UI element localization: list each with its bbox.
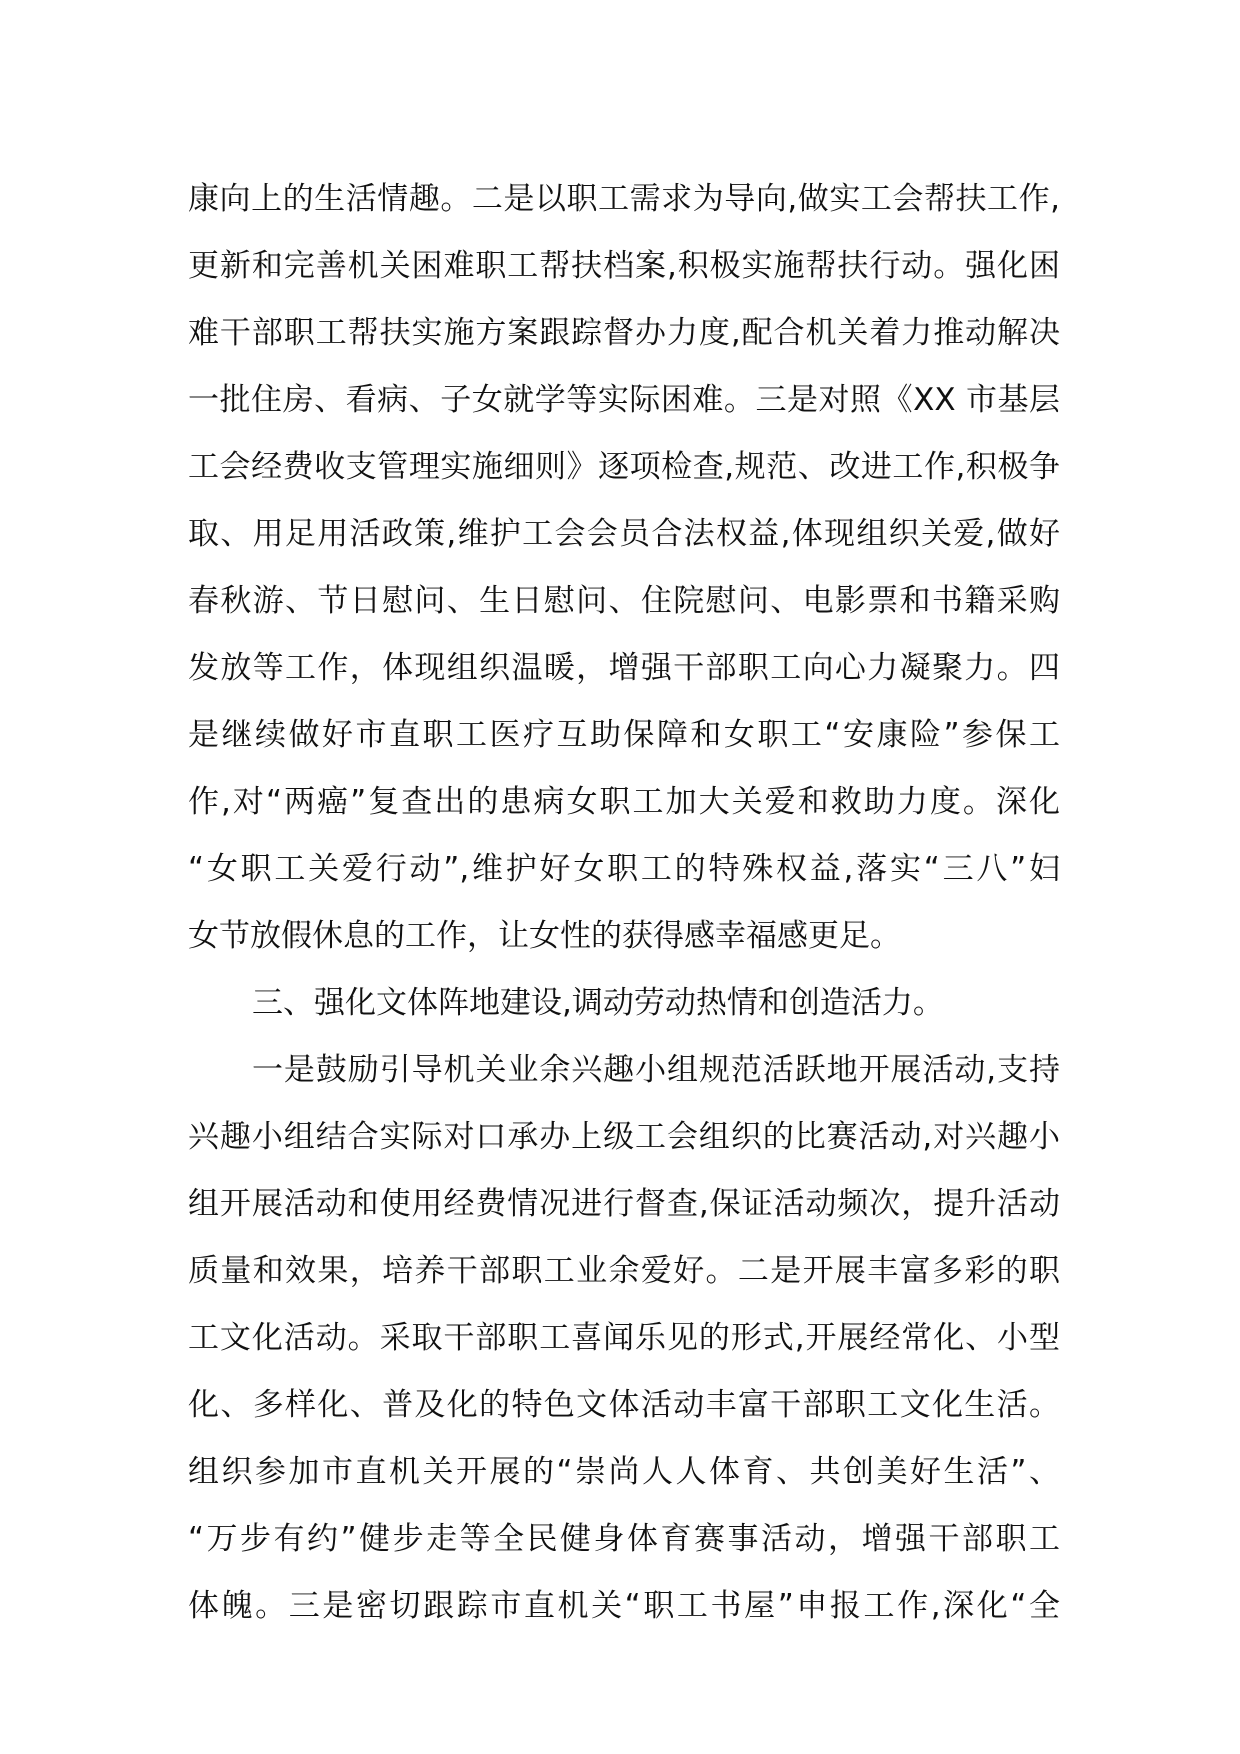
text-line: 工会经费收支管理实施细则》逐项检查,规范、改进工作,积极争 [188, 449, 1060, 485]
text-line: 春秋游、节日慰问、生日慰问、住院慰问、电影票和书籍采购 [188, 583, 1060, 619]
text-line: 组织参加市直机关开展的“崇尚人人体育、共创美好生活”、 [188, 1454, 1060, 1490]
text-line: 体魄。三是密切跟踪市直机关“职工书屋”申报工作,深化“全 [188, 1588, 1060, 1624]
text-line: 康向上的生活情趣。二是以职工需求为导向,做实工会帮扶工作, [188, 181, 1060, 217]
text-line: 化、多样化、普及化的特色文体活动丰富干部职工文化生活。 [188, 1387, 1060, 1423]
text-line: 取、用足用活政策,维护工会会员合法权益,体现组织关爱,做好 [188, 516, 1060, 552]
document-body [188, 166, 1060, 1640]
text-line: 一是鼓励引导机关业余兴趣小组规范活跃地开展活动,支持 [252, 1052, 1060, 1088]
text-line: 工文化活动。采取干部职工喜闻乐见的形式,开展经常化、小型 [188, 1320, 1060, 1356]
text-line: 作,对“两癌”复查出的患病女职工加大关爱和救助力度。深化 [188, 784, 1060, 820]
text-line: 难干部职工帮扶实施方案跟踪督办力度,配合机关着力推动解决 [188, 315, 1060, 351]
text-line: 发放等工作，体现组织温暖，增强干部职工向心力凝聚力。四 [188, 650, 1060, 686]
text-line: “万步有约”健步走等全民健身体育赛事活动，增强干部职工 [188, 1521, 1060, 1557]
text-line: 一批住房、看病、子女就学等实际困难。三是对照《XX 市基层 [188, 382, 1060, 418]
text-line: 更新和完善机关困难职工帮扶档案,积极实施帮扶行动。强化困 [188, 248, 1060, 284]
section-heading: 三、强化文体阵地建设,调动劳动热情和创造活力。 [252, 985, 944, 1021]
text-line: 是继续做好市直职工医疗互助保障和女职工“安康险”参保工 [188, 717, 1060, 753]
text-line: 质量和效果，培养干部职工业余爱好。二是开展丰富多彩的职 [188, 1253, 1060, 1289]
text-line: 组开展活动和使用经费情况进行督查,保证活动频次，提升活动 [188, 1186, 1060, 1222]
text-line: 兴趣小组结合实际对口承办上级工会组织的比赛活动,对兴趣小 [188, 1119, 1060, 1155]
text-line: “女职工关爱行动”,维护好女职工的特殊权益,落实“三八”妇 [188, 851, 1060, 887]
text-line: 女节放假休息的工作，让女性的获得感幸福感更足。 [188, 918, 901, 954]
